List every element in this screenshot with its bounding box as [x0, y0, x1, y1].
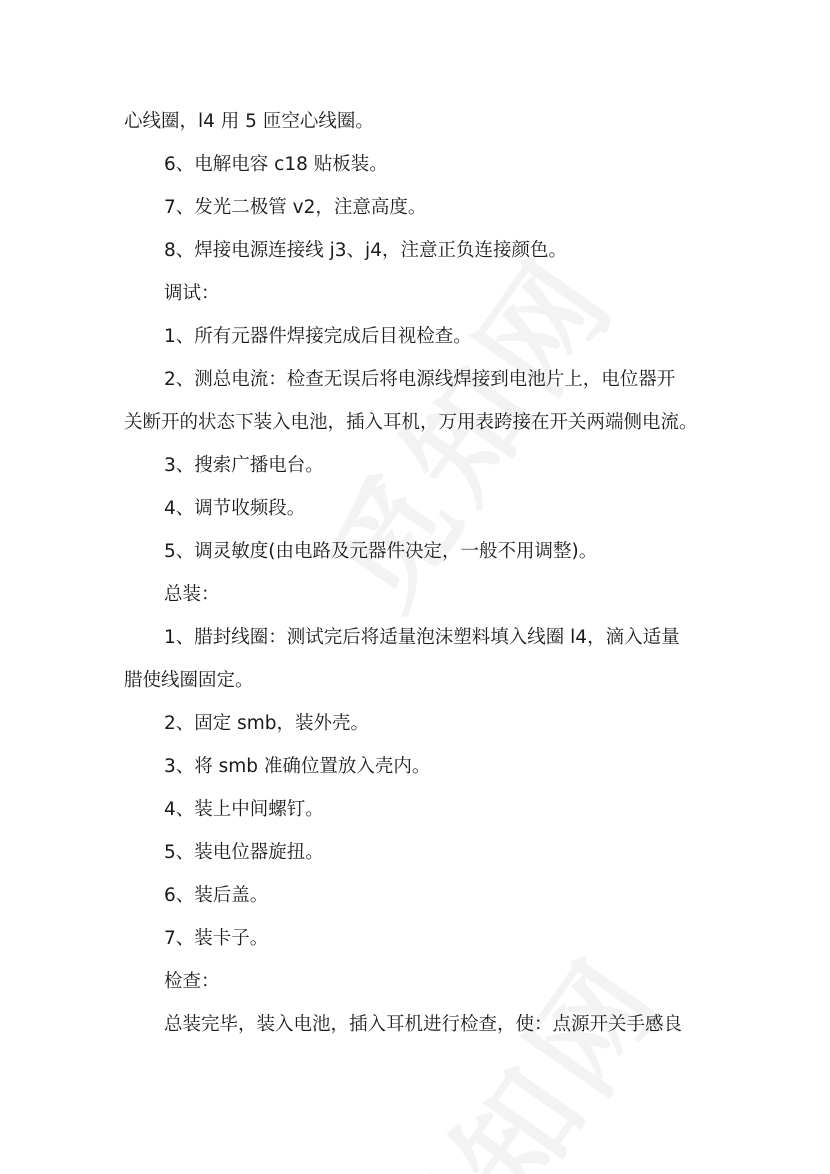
paragraph: 心线圈，l4 用 5 匝空心线圈。	[124, 111, 374, 132]
paragraph: 总装完毕，装入电池，插入耳机进行检查，使：点源开关手感良	[164, 1014, 683, 1035]
paragraph: 2、固定 smb，装外壳。	[164, 713, 370, 734]
paragraph: 8、焊接电源连接线 j3、j4，注意正负连接颜色。	[164, 240, 567, 261]
section-heading: 调试：	[164, 283, 220, 304]
paragraph: 7、发光二极管 v2，注意高度。	[164, 197, 427, 218]
paragraph: 1、腊封线圈：测试完后将适量泡沫塑料填入线圈 l4，滴入适量	[164, 627, 680, 648]
paragraph: 5、调灵敏度(由电路及元器件决定，一般不用调整)。	[164, 541, 598, 562]
paragraph: 3、搜索广播电台。	[164, 455, 324, 476]
paragraph: 6、电解电容 c18 贴板装。	[164, 154, 388, 175]
paragraph: 6、装后盖。	[164, 885, 269, 906]
section-heading: 检查：	[164, 971, 220, 992]
section-heading: 总装：	[164, 584, 220, 605]
paragraph: 3、将 smb 准确位置放入壳内。	[164, 756, 431, 777]
paragraph: 4、调节收频段。	[164, 498, 306, 519]
paragraph: 2、测总电流：检查无误后将电源线焊接到电池片上，电位器开	[164, 369, 676, 390]
document-body	[124, 100, 714, 1046]
paragraph: 关断开的状态下装入电池，插入耳机，万用表跨接在开关两端侧电流。	[124, 412, 698, 433]
paragraph: 4、装上中间螺钉。	[164, 799, 324, 820]
paragraph: 5、装电位器旋扭。	[164, 842, 324, 863]
paragraph: 1、所有元器件焊接完成后目视检查。	[164, 326, 472, 347]
paragraph: 7、装卡子。	[164, 928, 269, 949]
paragraph: 腊使线圈固定。	[124, 670, 254, 691]
